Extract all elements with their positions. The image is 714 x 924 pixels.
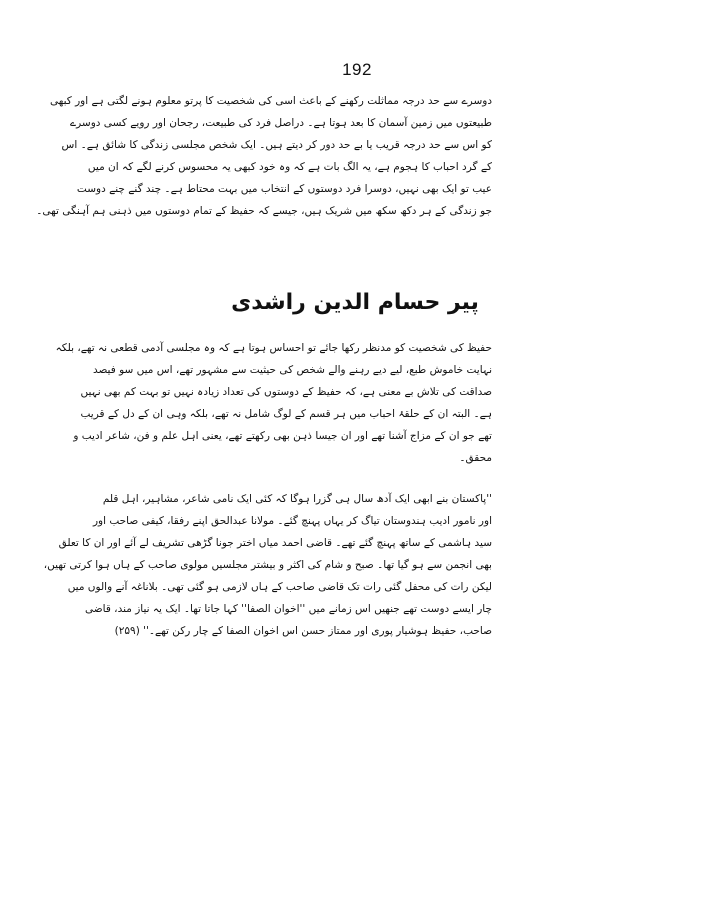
text-line: عیب تو ایک بھی نہیں، دوسرا فرد دوستوں کے انتخاب میں بہت محتاط ہے۔ چند گنے چنے دوست xyxy=(76,183,492,195)
paragraph-body xyxy=(55,337,492,469)
text-line: تھے جو ان کے مزاج آشنا تھے اور ان جیسا ذہن بھی رکھتے تھے، یعنی اہل علم و فن، شاعر ادیب و xyxy=(73,430,492,442)
text-line: کے گرد احباب کا ہجوم ہے، یہ الگ بات ہے کہ وہ خود کبھی یہ محسوس کرنے لگے کہ ان میں xyxy=(87,161,492,173)
text-line: جو زندگی کے ہر دکھ سکھ میں شریک ہیں، جیسے کہ حفیظ کے تمام دوستوں میں ذہنی ہم آہنگی تھی۔ xyxy=(36,205,492,217)
text-line: صاحب، حفیظ ہوشیار پوری اور ممتاز حسن اس اخوان الصفا کے چار رکن تھے۔'' (۲۵۹) xyxy=(114,625,492,637)
text-line: چار ایسے دوست تھے جنھیں اس زمانے میں ''اخوان الصفا'' کہا جاتا تھا۔ ایک یہ نیاز مند، قاضی xyxy=(84,603,492,615)
text-line: حفیظ کی شخصیت کو مدنظر رکھا جائے تو احساس ہوتا ہے کہ وہ مجلسی آدمی قطعی نہ تھے، بلکہ xyxy=(55,342,492,354)
text-line: ''پاکستان بنے ابھی ایک آدھ سال ہی گزرا ہوگا کہ کئی ایک نامی شاعر، مشاہیر، اہل قلم xyxy=(102,493,492,505)
text-line: کو اس سے حد درجہ قریب یا بے حد دور کر دیتے ہیں۔ ایک شخص مجلسی زندگی کا شائق ہے۔ اس xyxy=(61,139,492,151)
text-line: طبیعتوں میں زمین آسمان کا بعد ہوتا ہے۔ دراصل فرد کی طبیعت، رجحان اور رویے کسی دوسرے xyxy=(69,117,492,129)
paragraph-quotation xyxy=(43,488,492,642)
section-heading: پیر حسام الدین راشدی xyxy=(231,290,479,315)
text-line: نہایت خاموش طبع، لیے دیے رہنے والے شخص کی حیثیت سے مشہور تھے، اس میں سو فیصد xyxy=(92,364,492,376)
text-line: محقق۔ xyxy=(459,452,492,464)
text-line: اور نامور ادیب ہندوستان تیاگ کر یہاں پہنچ گئے۔ مولانا عبدالحق اپنے رفقا، کیفی صاحب اور xyxy=(92,515,492,527)
text-line: لیکن رات کی محفل گئی رات تک قاضی صاحب کے ہاں لازمی ہو گئی تھی۔ بلاناغہ آنے والوں میں xyxy=(67,581,492,593)
text-line: ہے۔ البتہ ان کے حلقۂ احباب میں ہر قسم کے لوگ شامل نہ تھے، بلکہ وہی ان کے دل کے قریب xyxy=(80,408,492,420)
text-line: سید ہاشمی کے ساتھ پہنچ گئے تھے۔ قاضی احمد میاں اختر جونا گڑھی تشریف لے آئے اور ان کا تعلق xyxy=(58,537,492,549)
page-number: 192 xyxy=(342,60,372,79)
text-line: بھی انجمن سے ہو گیا تھا۔ صبح و شام کی اکثر و بیشتر مجلسیں مولوی صاحب کے ہاں ہوا کرتی تھیں، xyxy=(43,559,492,571)
text-line: دوسرے سے حد درجہ مماثلت رکھنے کے باعث اسی کی شخصیت کا پرتو معلوم ہونے لگتی ہے اور کبھی xyxy=(49,95,492,107)
paragraph-intro xyxy=(36,90,492,222)
text-line: صداقت کی تلاش بے معنی ہے، کہ حفیظ کے دوستوں کی تعداد زیادہ نہیں تو بہت کم بھی نہیں xyxy=(80,386,492,398)
